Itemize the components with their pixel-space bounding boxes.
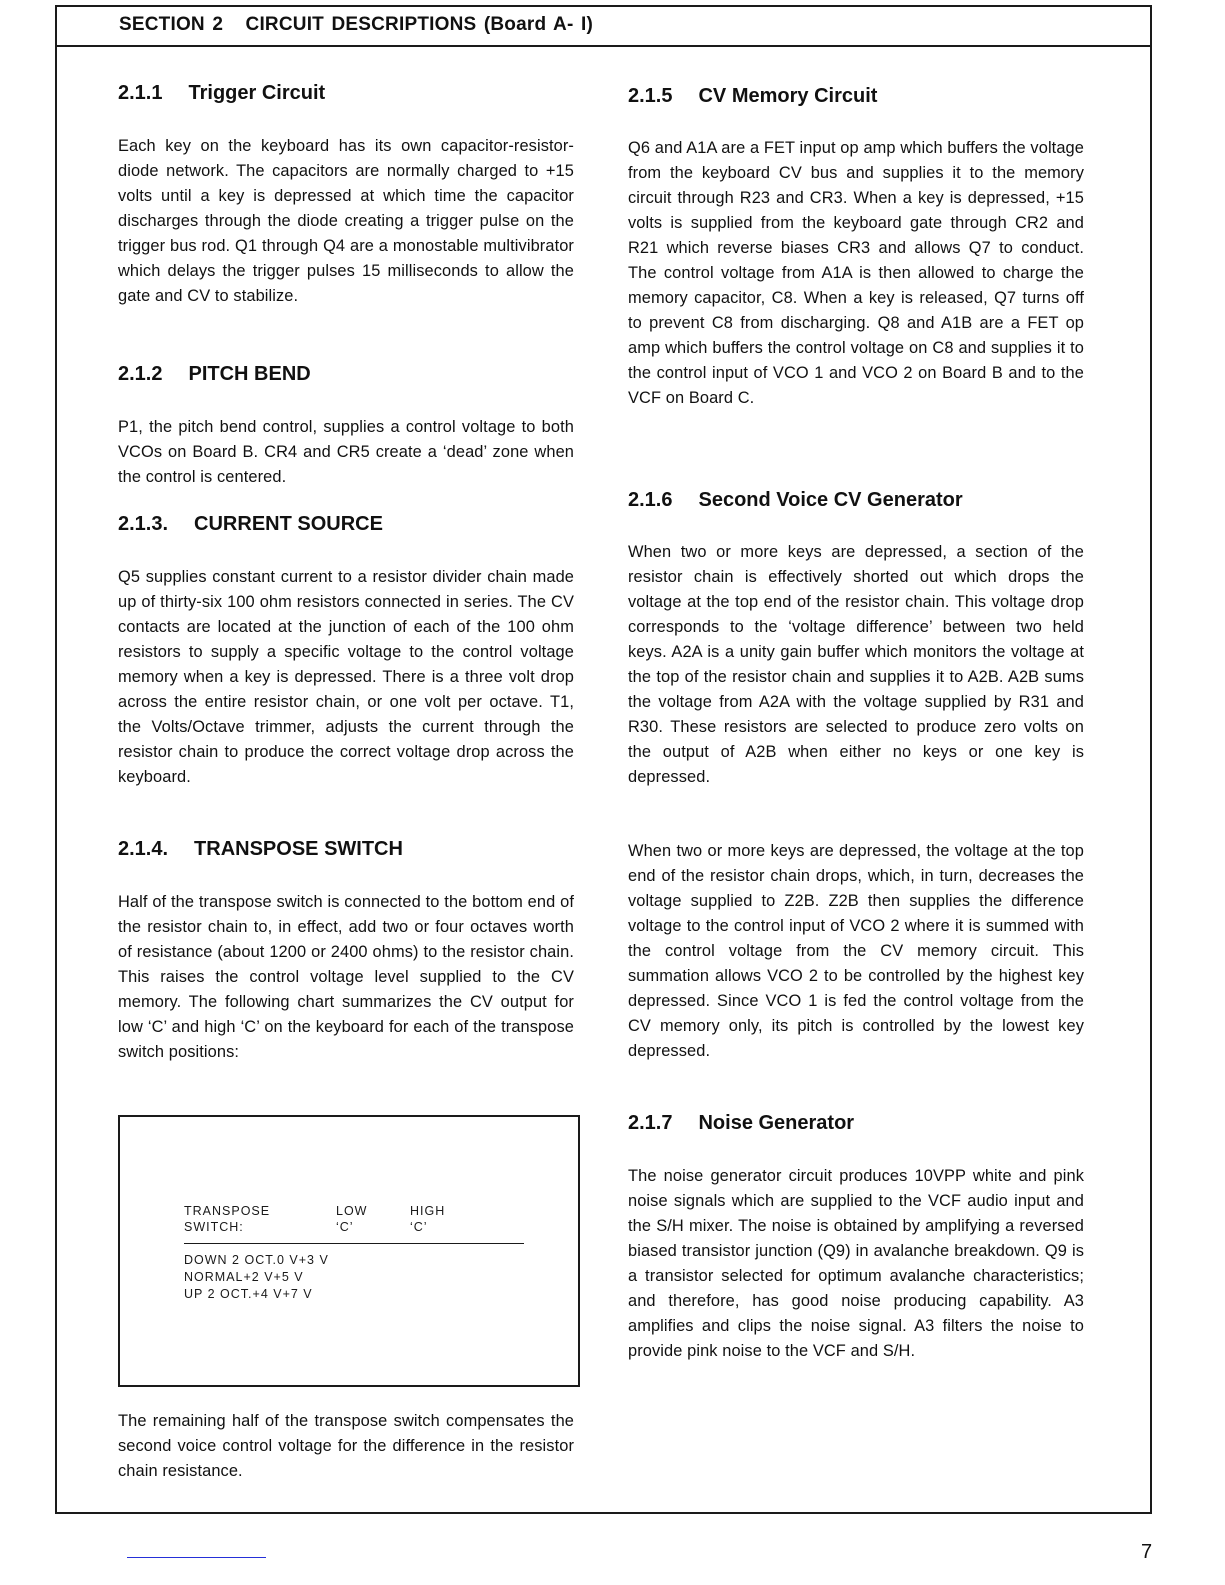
paragraph-transpose-remaining: The remaining half of the transpose switch compensates the second voice control voltage for the difference in the resistor chain resistance. [118, 1412, 574, 1480]
section-number: 2.1.2 [118, 363, 163, 385]
section-number: 2.1.6 [628, 489, 673, 511]
cell-high-c: +7 V [282, 1287, 313, 1301]
header-low-c: LOW ‘C’ [336, 1204, 368, 1234]
heading-noise-generator [628, 1112, 854, 1135]
paragraph-second-voice-2: When two or more keys are depressed, the voltage at the top end of the resistor chain drops, which, in turn, decreases the voltage supplied to Z2B. Z2B then supplies the difference voltage to the control input of VCO 2 where it is summed with the control voltage from the CV memory circuit. This summation allows VCO 2 to be controlled by the highest key depressed. Since VCO 1 is fed the control voltage from the CV memory only, its pitch is controlled by the lowest key depressed. [628, 842, 1084, 1060]
table-header-rule [184, 1243, 524, 1244]
paragraph-noise-generator: The noise generator circuit produces 10VPP white and pink noise signals which are supplied to the VCF audio input and the S/H mixer. The noise is obtained by amplifying a reversed biased transistor junction (Q9) in avalanche breakdown. Q9 is a transistor selected for optimum avalanche characteristics; and therefore, has good noise producing capability. A3 amplifies and clips the noise signal. A3 filters the noise to provide pink noise to the VCF and S/H. [628, 1167, 1084, 1360]
heading-current-source [118, 513, 383, 536]
cell-position: NORMAL [184, 1270, 244, 1284]
section-number: 2.1.3. [118, 513, 169, 535]
table-row [184, 1269, 329, 1286]
section-title: SECTION 2 CIRCUIT DESCRIPTIONS (Board A- I) [119, 14, 593, 35]
section-number: 2.1.4. [118, 838, 169, 860]
section-heading: Noise Generator [698, 1112, 855, 1134]
paragraph-current-source: Q5 supplies constant current to a resistor divider chain made up of thirty-six 100 ohm resistors connected in series. The CV contacts are located at the junction of each of the 100 ohm resistors to supply a specific voltage to the control voltage memory when a key is depressed. There is a three volt drop across the entire resistor chain, or one volt per octave. T1, the Volts/Octave trimmer, adjusts the current through the resistor chain to produce the correct voltage drop across the keyboard. [118, 568, 574, 786]
section-heading: TRANSPOSE SWITCH [194, 838, 403, 860]
heading-pitch-bend [118, 363, 311, 386]
section-number: 2.1.1 [118, 82, 163, 104]
paragraph-cv-memory-circuit: Q6 and A1A are a FET input op amp which buffers the voltage from the keyboard CV bus and supplies it to the memory circuit through R23 and CR3. When a key is depressed, +15 volts is supplied from the keyboard gate through CR2 and R21 which reverse biases CR3 and allows Q7 to conduct. The control voltage from A1A is then allowed to charge the memory capacitor, C8. When a key is released, Q7 turns off to prevent C8 from discharging. Q8 and A1B are a FET op amp which buffers the control voltage on C8 and supplies it to the control input of VCO 1 and VCO 2 on Board B and to the VCF on Board C. [628, 139, 1084, 407]
cell-high-c: +3 V [298, 1253, 329, 1267]
header-high-c: HIGH ‘C’ [410, 1204, 446, 1234]
section-number: 2.1.7 [628, 1112, 673, 1134]
cell-low-c: 0 V [276, 1253, 299, 1267]
footer-link-underline[interactable] [127, 1557, 266, 1558]
table-row [184, 1286, 329, 1303]
section-heading: Trigger Circuit [188, 82, 326, 104]
paragraph-trigger-circuit: Each key on the keyboard has its own capacitor-resistor-diode network. The capacitors are normally charged to +15 volts until a key is depressed at which time the capacitor discharges through the diode creating a trigger pulse on the trigger bus rod. Q1 through Q4 are a monostable multivibrator which delays the trigger pulses 15 milliseconds to allow the gate and CV to stabilize. [118, 137, 574, 305]
paragraph-transpose-switch: Half of the transpose switch is connected to the bottom end of the resistor chain to, in effect, add two or four octaves worth of resistance (about 1200 or 2400 ohms) to the resistor chain. This raises the control voltage level supplied to the CV memory. The following chart summarizes the CV output for low ‘C’ and high ‘C’ on the keyboard for each of the transpose switch positions: [118, 893, 574, 1061]
table-row [184, 1252, 329, 1269]
section-heading: PITCH BEND [188, 363, 311, 385]
cell-high-c: +5 V [273, 1270, 304, 1284]
transpose-table-body [184, 1252, 329, 1303]
header-transpose-switch: TRANSPOSE SWITCH: [184, 1204, 271, 1234]
heading-cv-memory-circuit [628, 85, 877, 108]
cell-low-c: +2 V [243, 1270, 274, 1284]
cell-low-c: +4 V [252, 1287, 283, 1301]
section-heading: Second Voice CV Generator [698, 489, 963, 511]
section-header [57, 7, 1150, 47]
paragraph-second-voice-1: When two or more keys are depressed, a section of the resistor chain is effectively shorted out which drops the voltage at the top end of the resistor chain. This voltage drop corresponds to the ‘voltage difference’ between two held keys. A2A is a unity gain buffer which monitors the voltage at the top of the resistor chain and supplies it to A2B. A2B sums the voltage from A2A with the voltage supplied by R31 and R30. These resistors are selected to produce zero volts on the output of A2B when either no keys or one key is depressed. [628, 543, 1084, 786]
section-heading: CURRENT SOURCE [194, 513, 383, 535]
section-heading: CV Memory Circuit [698, 85, 878, 107]
page-number: 7 [1141, 1541, 1153, 1563]
section-number: 2.1.5 [628, 85, 673, 107]
cell-position: UP 2 OCT. [184, 1287, 253, 1301]
paragraph-pitch-bend: P1, the pitch bend control, supplies a control voltage to both VCOs on Board B. CR4 and CR5 create a ‘dead’ zone when the control is centered. [118, 418, 574, 486]
cell-position: DOWN 2 OCT. [184, 1253, 277, 1267]
transpose-table-box [118, 1115, 580, 1387]
heading-trigger-circuit [118, 82, 325, 105]
heading-second-voice-cv-generator [628, 489, 963, 512]
heading-transpose-switch [118, 838, 403, 861]
transpose-table-header [184, 1203, 490, 1235]
